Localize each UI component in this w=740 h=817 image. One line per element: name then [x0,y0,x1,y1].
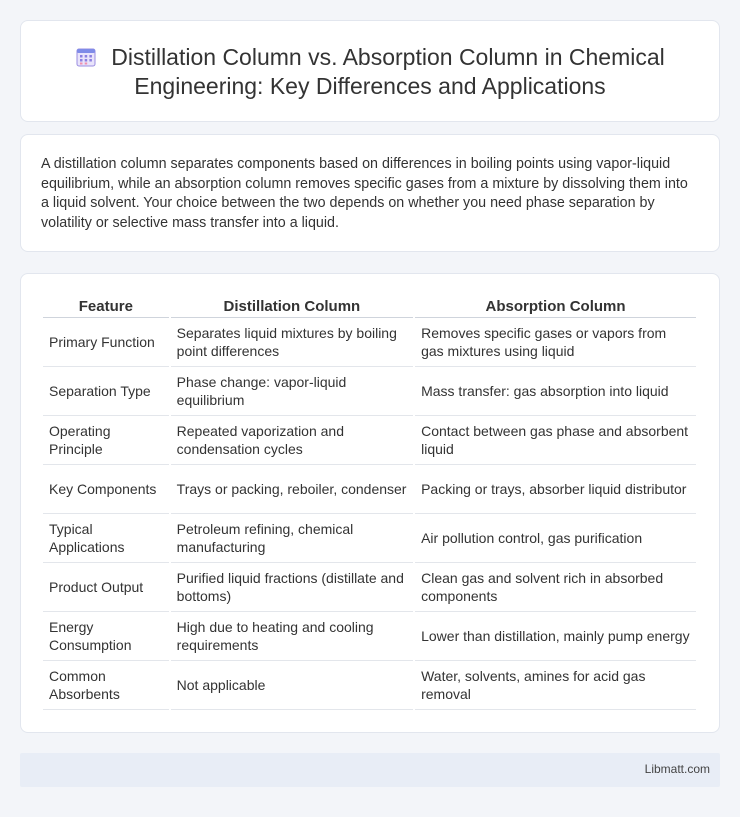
feature-cell: Common Absorbents [43,661,169,710]
table-row [43,514,696,563]
distillation-cell: High due to heating and cooling requirements [171,612,413,661]
table-row [43,612,696,661]
header-absorption: Absorption Column [415,296,696,318]
table-row [43,661,696,710]
feature-cell: Energy Consumption [43,612,169,661]
feature-cell: Primary Function [43,318,169,367]
absorption-cell: Water, solvents, amines for acid gas removal [415,661,696,710]
table-header-row [43,296,696,318]
absorption-cell: Air pollution control, gas purification [415,514,696,563]
comparison-card [20,273,720,733]
table-row [43,563,696,612]
footer-bar [20,753,720,787]
footer-site-link[interactable]: Libmatt.com [644,762,710,776]
distillation-cell: Phase change: vapor-liquid equilibrium [171,367,413,416]
feature-cell: Separation Type [43,367,169,416]
absorption-cell: Clean gas and solvent rich in absorbed components [415,563,696,612]
distillation-cell: Purified liquid fractions (distillate and bottoms) [171,563,413,612]
feature-cell: Typical Applications [43,514,169,563]
absorption-cell: Packing or trays, absorber liquid distributor [415,465,696,514]
table-row [43,318,696,367]
table-row [43,367,696,416]
distillation-cell: Petroleum refining, chemical manufacturing [171,514,413,563]
title-card [20,20,720,122]
feature-cell: Operating Principle [43,416,169,465]
distillation-cell: Not applicable [171,661,413,710]
intro-card [20,134,720,252]
distillation-cell: Trays or packing, reboiler, condenser [171,465,413,514]
absorption-cell: Lower than distillation, mainly pump energy [415,612,696,661]
feature-cell: Product Output [43,563,169,612]
page-title-block [21,43,719,101]
distillation-cell: Separates liquid mixtures by boiling point differences [171,318,413,367]
intro-paragraph: A distillation column separates components based on differences in boiling points using vapor-liquid equilibrium, while an absorption column removes specific gases from a mixture by dissolving them into a liquid solvent. Your choice between the two depends on whether you need phase separation by volatility or selective mass transfer into a liquid. [41,156,688,231]
absorption-cell: Contact between gas phase and absorbent liquid [415,416,696,465]
header-distillation: Distillation Column [171,296,413,318]
absorption-cell: Removes specific gases or vapors from gas mixtures using liquid [415,318,696,367]
calendar-icon [75,46,97,68]
feature-cell: Key Components [43,465,169,514]
comparison-table [41,296,698,710]
table-row [43,465,696,514]
page-title: Distillation Column vs. Absorption Column in Chemical Engineering: Key Differences and Applications [111,44,665,99]
distillation-cell: Repeated vaporization and condensation cycles [171,416,413,465]
header-feature: Feature [43,296,169,318]
table-row [43,416,696,465]
absorption-cell: Mass transfer: gas absorption into liquid [415,367,696,416]
